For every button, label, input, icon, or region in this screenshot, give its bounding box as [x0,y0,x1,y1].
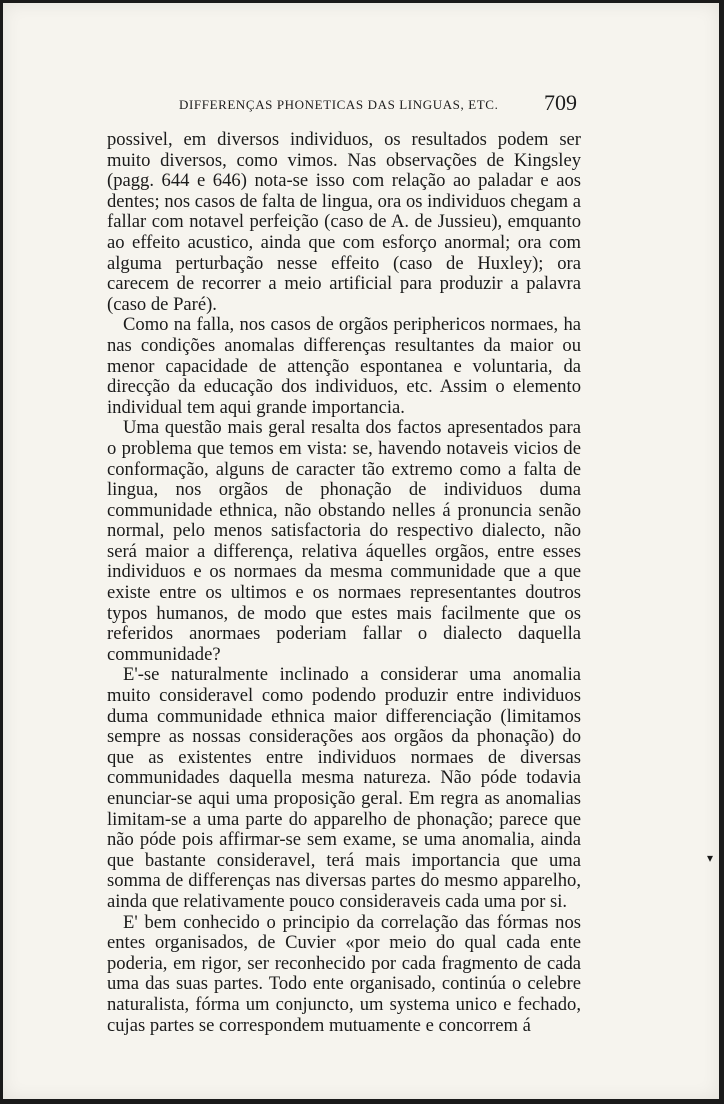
paragraph: possivel, em diversos individuos, os resultados podem ser muito diversos, como vimos. Nas observações de Kingsley (pagg. 644 e 646) nota-se isso com relação ao paladar e aos dentes; nos casos de falta de lingua, ora os individuos chegam a fallar com notavel perfeição (caso de A. de Jussieu), emquanto ao effeito acustico, ainda que com esforço anormal; ora com alguma perturbação nesse effeito (caso de Huxley); ora carecem de recorrer a meio artificial para produzir a palavra (caso de Paré). [107,129,582,315]
page-header [107,90,581,117]
paragraph: Uma questão mais geral resalta dos factos apresentados para o problema que temos em vista: se, havendo notaveis vicios de conformação, alguns de caracter tão extremo como a falta de lingua, nos orgãos de phonação de individuos duma communidade ethnica, não obstando nelles á pronuncia senão normal, pelo menos satisfactoria do respectivo dialecto, não será maior a differença, relativa áquelles orgãos, entre esses individuos e os normaes da mesma communidade que a que existe entre os ultimos e os normaes representantes doutros typos humanos, de modo que estes mais facilmente que os referidos anormaes poderiam fallar o dialecto daquella communidade? [107,417,581,665]
paragraph: E' bem conhecido o principio da correlação das fórmas nos entes organisados, de Cuvier «por meio do qual cada ente poderia, em rigor, ser reconhecido por cada fragmento de cada uma das suas partes. Todo ente organisado, continúa o celebre naturalista, fórma um conjuncto, um systema unico e fechado, cujas partes se correspondem mutuamente e concorrem á [107,911,581,1036]
book-page [3,3,719,1099]
body-text [107,130,581,1036]
running-head: DIFFERENÇAS PHONETICAS DAS LINGUAS, ETC. [179,97,499,112]
paragraph: Como na falla, nos casos de orgãos periphericos normaes, ha nas condições anomalas differenças resultantes da maior ou menor capacidade de attenção espontanea e voluntaria, da direcção da educação dos individuos, etc. Assim o elemento individual tem aqui grande importancia. [107,314,581,418]
page-number: 709 [544,90,577,115]
paragraph: E'-se naturalmente inclinado a considerar uma anomalia muito consideravel como podendo produzir entre individuos duma communidade ethnica maior differenciação (limitamos sempre as nossas considerações aos orgãos da phonação) do que as existentes entre individuos normaes de diversas communidades daquella mesma natureza. Não póde todavia enunciar-se aqui uma proposição geral. Em regra as anomalias limitam-se a uma parte do apparelho de phonação; parece que não póde pois affirmar-se sem exame, se uma anomalia, ainda que bastante consideravel, terá mais importancia que uma somma de differenças nas diversas partes do mesmo apparelho, ainda que relativamente pouco consideraveis cada uma por si. [107,664,581,912]
margin-mark: ▾ [707,851,714,865]
